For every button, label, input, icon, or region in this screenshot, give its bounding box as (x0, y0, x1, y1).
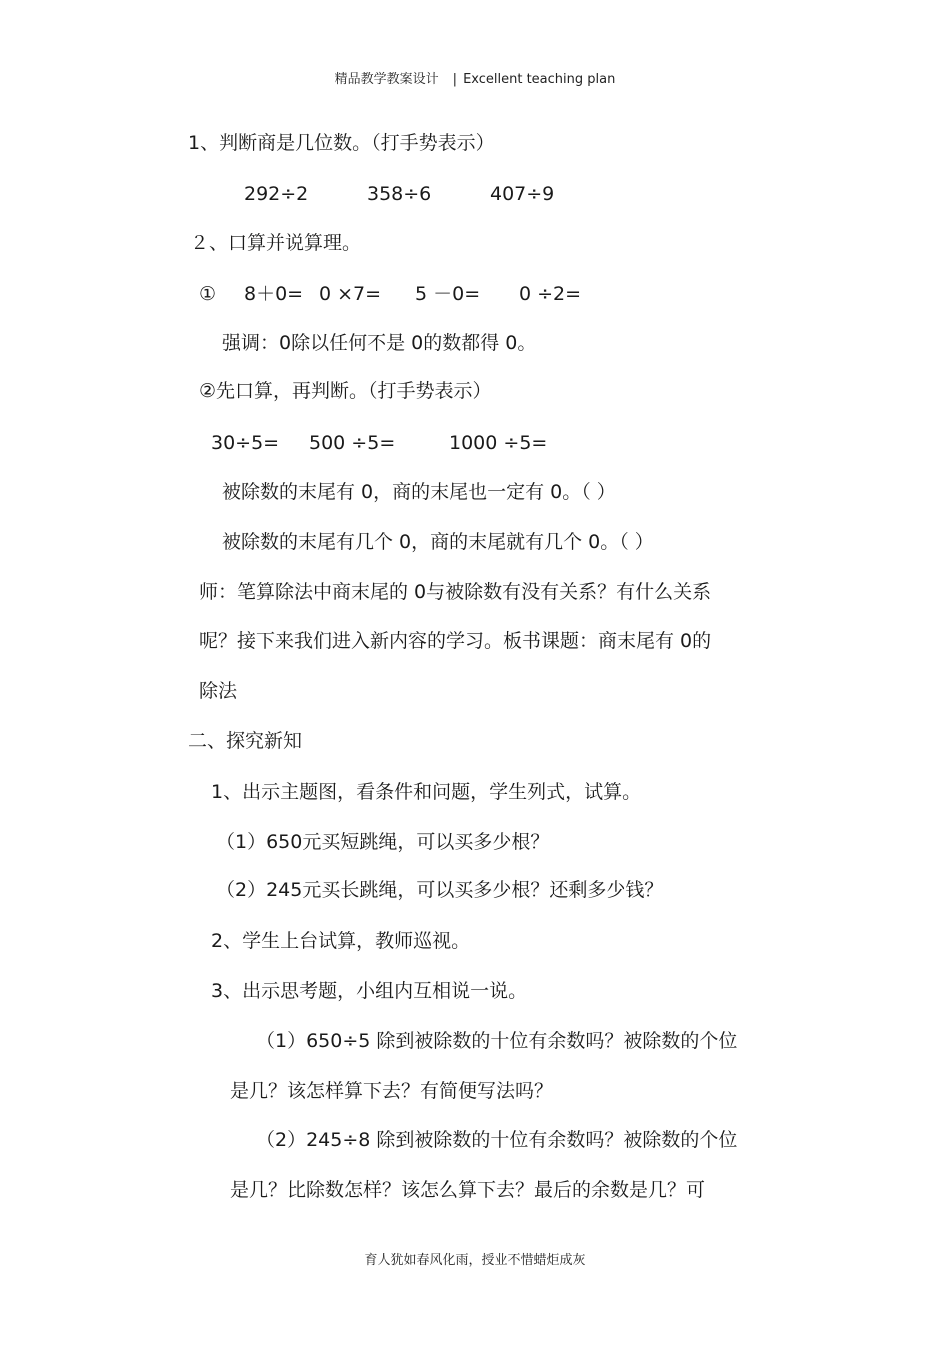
question-1-text: （1）650元买短跳绳，可以买多少根？ (216, 831, 550, 853)
header-title-en: Excellent teaching plan (463, 72, 616, 87)
item-1-heading: 1、判断商是几位数。（打手势表示） (188, 132, 495, 154)
division-example-3: 407÷9 (490, 183, 555, 205)
quotient-example-3: 1000 ÷5= (449, 432, 548, 454)
item-2-heading: ２、口算并说算理。 (190, 232, 362, 254)
section-2-heading: 二、探究新知 (188, 730, 303, 752)
thinking-question-1-line-1: （1）650÷5 除到被除数的十位有余数吗？被除数的个位 (256, 1030, 738, 1052)
oral-calc-1: 8＋0= (244, 283, 304, 305)
teacher-remark-line-2: 呢？接下来我们进入新内容的学习。板书课题：商末尾有 0的 (199, 630, 712, 652)
quotient-example-1: 30÷5= (211, 432, 280, 454)
quotient-example-2: 500 ÷5= (309, 432, 396, 454)
oral-calc-2: 0 ×7= (319, 283, 382, 305)
step-2-text: 2、学生上台试算，教师巡视。 (211, 930, 471, 952)
step-3-text: 3、出示思考题，小组内互相说一说。 (211, 980, 528, 1002)
page-footer: 育人犹如春风化雨，授业不惜蜡炬成灰 (364, 1253, 586, 1268)
circled-one-marker: ① (199, 283, 217, 305)
oral-calc-3: 5 －0= (415, 283, 481, 305)
thinking-question-1-line-2: 是几？该怎样算下去？有简便写法吗？ (230, 1080, 554, 1102)
teacher-remark-line-1: 师：笔算除法中商末尾的 0与被除数有没有关系？有什么关系 (199, 581, 712, 603)
quotient-examples-row (211, 430, 547, 456)
division-example-2: 358÷6 (367, 183, 432, 205)
judgement-statement-2: 被除数的末尾有几个 0，商的末尾就有几个 0。（ ） (222, 531, 654, 553)
oral-calc-4: 0 ÷2= (519, 283, 582, 305)
step-1-text: 1、出示主题图，看条件和问题，学生列式，试算。 (211, 781, 642, 803)
header-separator: | (452, 72, 458, 87)
division-examples-row (244, 181, 554, 207)
thinking-question-2-line-2: 是几？比除数怎样？该怎么算下去？最后的余数是几？可 (230, 1179, 706, 1201)
header-title-cn: 精品教学教案设计 (334, 72, 439, 87)
emphasis-note: 强调：0除以任何不是 0的数都得 0。 (222, 332, 537, 354)
question-2-text: （2）245元买长跳绳，可以买多少根？还剩多少钱？ (216, 879, 664, 901)
teacher-remark-line-3: 除法 (199, 680, 238, 702)
oral-calc-row (199, 281, 581, 307)
sub-item-2-heading: ②先口算，再判断。（打手势表示） (199, 380, 492, 402)
thinking-question-2-line-1: （2）245÷8 除到被除数的十位有余数吗？被除数的个位 (256, 1129, 738, 1151)
division-example-1: 292÷2 (244, 183, 309, 205)
page-header (0, 68, 950, 87)
judgement-statement-1: 被除数的末尾有 0，商的末尾也一定有 0。（ ） (222, 481, 616, 503)
